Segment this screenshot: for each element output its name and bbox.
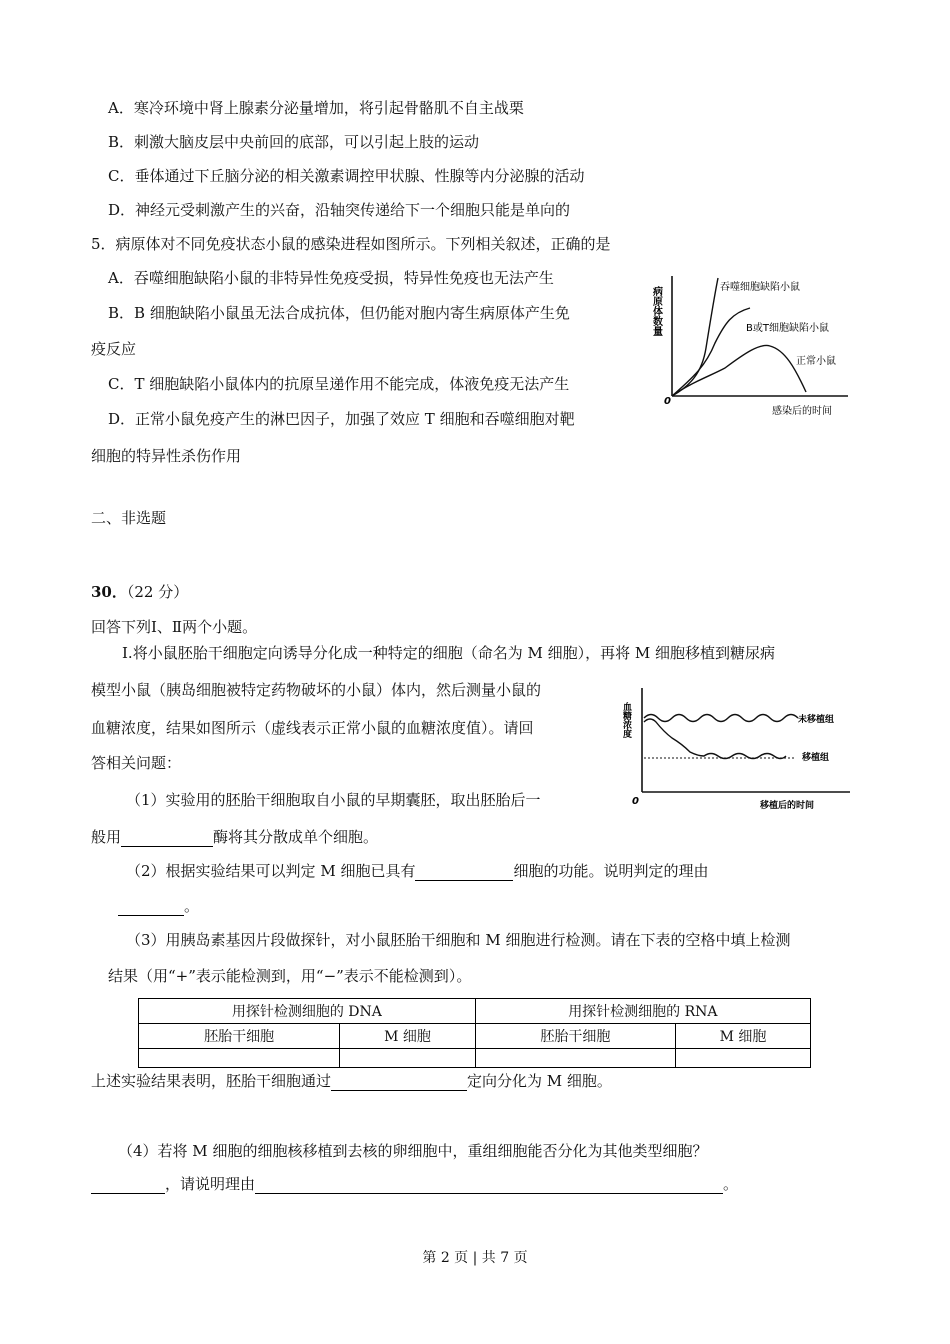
page-footer: 第 2 页 | 共 7 页 <box>422 1250 528 1266</box>
q30-sub2-end: 。 <box>184 897 200 915</box>
section-title: 二、非选题 <box>91 509 167 527</box>
q4-option-b: B．刺激大脑皮层中央前回的底部，可以引起上肢的运动 <box>108 133 480 151</box>
table-answer-cell[interactable] <box>139 1049 340 1068</box>
pathogen-infection-chart <box>650 268 855 426</box>
table-answer-cell[interactable] <box>475 1049 675 1068</box>
curve-label-normal: 正常小鼠 <box>796 356 836 367</box>
q30-sub1-line2 <box>91 827 378 847</box>
curve-label-transplanted: 移植组 <box>802 753 830 763</box>
q30-conclusion-prefix: 上述实验结果表明，胚胎干细胞通过 <box>91 1072 332 1090</box>
q30-sub3-line2: 结果（用“+”表示能检测到，用“−”表示不能检测到）。 <box>108 967 472 985</box>
q30-sub1-line1: （1）实验用的胚胎干细胞取自小鼠的早期囊胚，取出胚胎后一 <box>126 791 541 809</box>
q30-sub2-prefix: （2）根据实验结果可以判定 M 细胞已具有 <box>126 862 416 880</box>
curve-label-untransplanted: 未移植组 <box>798 715 835 725</box>
table-col-stem-cell-dna: 胚胎干细胞 <box>139 1024 340 1049</box>
table-answer-cell[interactable] <box>676 1049 811 1068</box>
q5-option-d-line2: 细胞的特异性杀伤作用 <box>91 447 242 465</box>
q30-sub2-line2 <box>118 896 199 916</box>
q5-option-c: C．T 细胞缺陷小鼠体内的抗原呈递作用不能完成，体液免疫无法产生 <box>108 375 570 393</box>
answer-blank-mechanism[interactable] <box>331 1074 467 1091</box>
q30-paragraph-line1: I.将小鼠胚胎干细胞定向诱导分化成一种特定的细胞（命名为 M 细胞），再将 M 细胞移植到糖尿病 <box>122 644 775 662</box>
table-col-stem-cell-rna: 胚胎干细胞 <box>475 1024 675 1049</box>
q30-sub2-suffix: 细胞的功能。说明判定的理由 <box>513 862 709 880</box>
q4-option-a: A．寒冷环境中肾上腺素分泌量增加，将引起骨骼肌不自主战栗 <box>108 99 524 117</box>
curve-phagocyte-deficient <box>672 278 718 396</box>
q4-option-c: C．垂体通过下丘脑分泌的相关激素调控甲状腺、性腺等内分泌腺的活动 <box>108 167 585 185</box>
q30-paragraph-line3: 血糖浓度，结果如图所示（虚线表示正常小鼠的血糖浓度值）。请回 <box>91 719 534 737</box>
q4-option-d: D．神经元受刺激产生的兴奋，沿轴突传递给下一个细胞只能是单向的 <box>108 201 571 219</box>
table-answer-cell[interactable] <box>340 1049 476 1068</box>
q5-option-b-line2: 疫反应 <box>91 340 137 358</box>
table-col-m-cell-rna: M 细胞 <box>676 1024 811 1049</box>
q30-sub3-line1: （3）用胰岛素基因片段做探针，对小鼠胚胎干细胞和 M 细胞进行检测。请在下表的空格中填上检测 <box>126 931 791 949</box>
table-header-dna: 用探针检测细胞的 DNA <box>139 999 476 1024</box>
curve-untransplanted <box>644 715 798 722</box>
q30-sub4-end: 。 <box>723 1175 739 1193</box>
answer-blank-function[interactable] <box>415 864 513 881</box>
answer-blank-reason[interactable] <box>118 899 184 916</box>
curve-normal <box>672 345 806 396</box>
figure2-xlabel: 移植后的时间 <box>760 801 815 811</box>
q5-option-a: A．吞噬细胞缺陷小鼠的非特异性免疫受损，特异性免疫也无法产生 <box>108 269 554 287</box>
q30-sub1-prefix: 般用 <box>91 828 122 846</box>
answer-blank-enzyme[interactable] <box>121 830 213 847</box>
probe-detection-table <box>138 998 811 1068</box>
answer-blank-yes-no[interactable] <box>91 1177 165 1194</box>
blood-glucose-chart <box>618 680 856 812</box>
curve-label-phagocyte: 吞噬细胞缺陷小鼠 <box>720 282 800 293</box>
q30-intro: 回答下列Ⅰ、Ⅱ两个小题。 <box>91 618 258 636</box>
figure1-origin: 0 <box>664 396 671 407</box>
q5-stem: 5．病原体对不同免疫状态小鼠的感染进程如图所示。下列相关叙述，正确的是 <box>91 235 611 253</box>
figure1-xlabel: 感染后的时间 <box>772 406 832 417</box>
q5-option-b-line1: B．B 细胞缺陷小鼠虽无法合成抗体，但仍能对胞内寄生病原体产生免 <box>108 304 570 322</box>
q30-sub2-line1 <box>126 861 708 881</box>
q30-score: （22 分） <box>126 583 189 601</box>
curve-label-bt: B或T细胞缺陷小鼠 <box>746 323 829 334</box>
table-header-rna: 用探针检测细胞的 RNA <box>475 999 810 1024</box>
figure1-ylabel: 病原体数量 <box>650 286 662 336</box>
curve-transplanted <box>644 719 786 759</box>
q5-option-d-line1: D．正常小鼠免疫产生的淋巴因子，加强了效应 T 细胞和吞噬细胞对靶 <box>108 410 575 428</box>
q30-sub4-line1: （4）若将 M 细胞的细胞核移植到去核的卵细胞中，重组细胞能否分化为其他类型细胞？ <box>118 1142 708 1160</box>
answer-blank-explanation[interactable] <box>255 1177 723 1194</box>
q30-heading <box>91 582 188 602</box>
q30-paragraph-line2: 模型小鼠（胰岛细胞被特定药物破坏的小鼠）体内，然后测量小鼠的 <box>91 681 542 699</box>
figure2-ylabel: 血糖浓度 <box>621 702 631 738</box>
q30-conclusion <box>91 1071 612 1091</box>
q30-paragraph-line4: 答相关问题： <box>91 754 182 772</box>
q30-sub4-mid: ，请说明理由 <box>165 1175 256 1193</box>
figure2-origin: 0 <box>632 796 639 807</box>
table-col-m-cell-dna: M 细胞 <box>340 1024 476 1049</box>
q30-sub1-suffix: 酶将其分散成单个细胞。 <box>213 828 379 846</box>
q30-conclusion-suffix: 定向分化为 M 细胞。 <box>467 1072 612 1090</box>
q30-sub4-line2 <box>91 1174 738 1194</box>
q30-number: 30． <box>91 583 127 601</box>
